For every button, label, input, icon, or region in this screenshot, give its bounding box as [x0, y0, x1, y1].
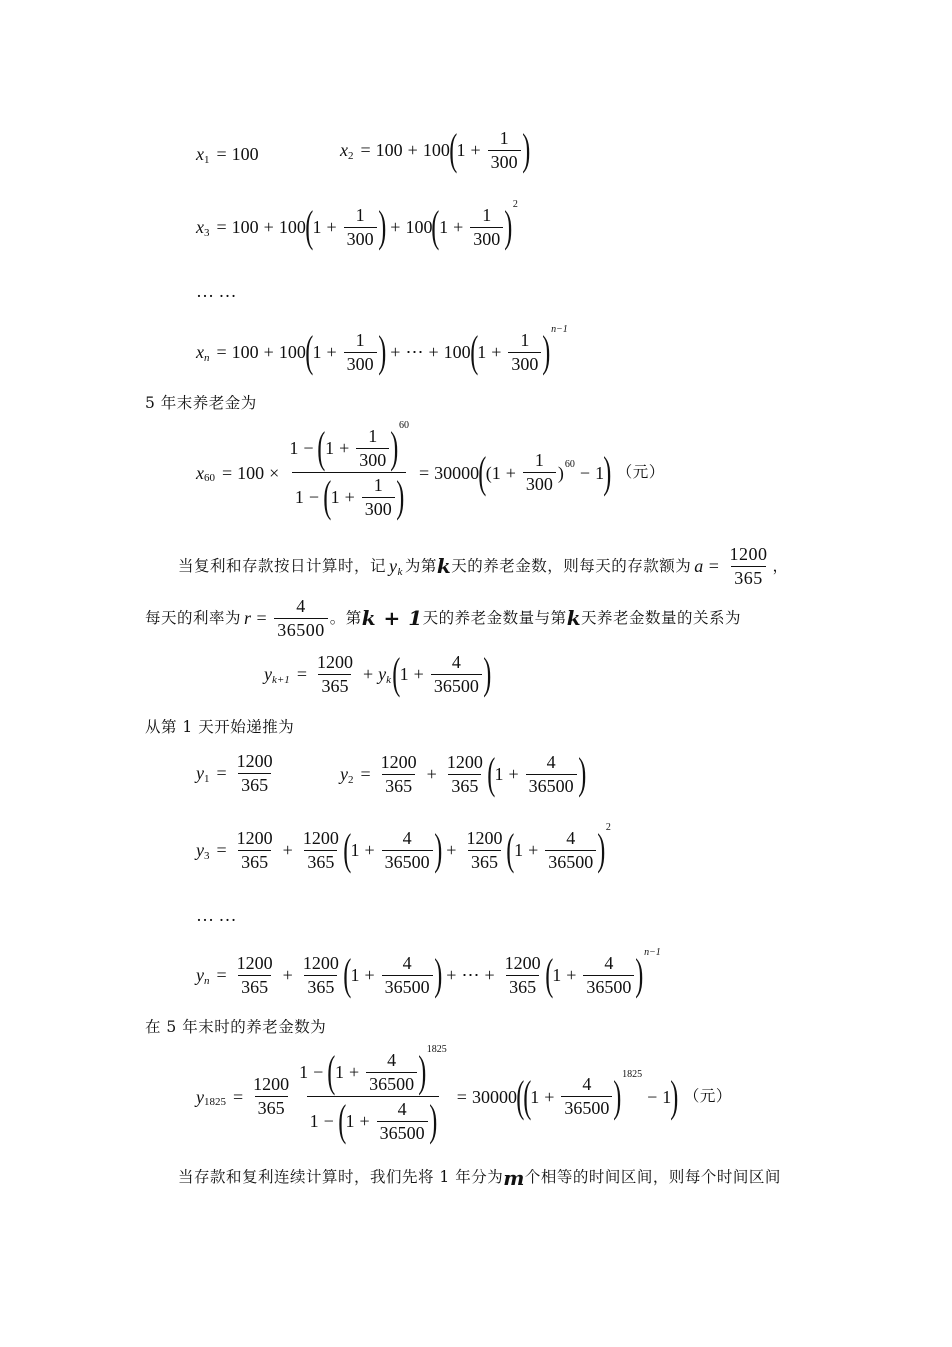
equation-y2: y 2 = $\frac{1200}{365}$ + $\frac{1200}{365}$ ( 1 + $\frac{4}{36500}$ ) — [340, 749, 586, 798]
equation-x2: x 2 = 100 + 100 ( 1 + $\frac{1}{300}$ ) — [340, 125, 530, 174]
equation-x3: x 3 = 100 + 100 ( 1 + $\frac{1}{300}$ ) + 100 ( 1 + $\frac{1}{300}$ ) 2 — [196, 199, 518, 251]
equation-y1825: y 1825 = $\frac{1200}{365}$ 1 − ( 1 + $\frac{4}{36500}$ ) 1825 1 − ( 1 + $\frac{4}{36500}$ ) = 30000 ( ( 1 + $\frac{4}{36500}$ ) 1825 − 1 ) （元） — [196, 1043, 732, 1145]
equation-x1: x 1 = 100 — [196, 144, 259, 166]
paragraph-end-of-five-years: 在 5 年末时的养老金数为 — [145, 1018, 327, 1036]
paragraph-five-year: 5 年末养老金为 — [145, 394, 257, 412]
equation-recursion: y k+1 = $\frac{1200}{365}$ + y k ( 1 + $\frac{4}{36500}$ ) — [264, 649, 492, 698]
paragraph-rate: 每天的利率为 r = $\frac{4}{36500}$ 。第 k + 1 天的养老金数量与第 k 天养老金数量的关系为 — [145, 596, 742, 640]
equation-yn: y n = $\frac{1200}{365}$ + $\frac{1200}{365}$ ( 1 + $\frac{4}{36500}$ ) + ⋯ + $\frac{1200}{365}$ ( 1 + $\frac{4}{36500}$ ) n−1 — [196, 947, 661, 999]
equation-y3: y 3 = $\frac{1200}{365}$ + $\frac{1200}{365}$ ( 1 + $\frac{4}{36500}$ ) + $\frac{1200}{365}$ ( 1 + $\frac{4}{36500}$ ) 2 — [196, 822, 611, 874]
equation-xn: x n = 100 + 100 ( 1 + $\frac{1}{300}$ ) + ⋯ + 100 ( 1 + $\frac{1}{300}$ ) n−1 — [196, 324, 568, 376]
ellipsis-1: … … — [196, 281, 237, 301]
paragraph-daily: 当复利和存款按日计算时，记 y k 为第 k 天的养老金数，则每天的存款额为 a = $\frac{1200}{365}$ ， — [178, 544, 789, 588]
equation-x60: x 60 = 100 × 1 − ( 1 + $\frac{1}{300}$ ) 60 1 − ( 1 + $\frac{1}{300}$ ) = 30000 ( ( 1 + $\frac{1}{300}$ ) 60 − 1 ) （元） — [196, 419, 665, 521]
paragraph-from-day-one: 从第 1 天开始递推为 — [145, 718, 295, 736]
equation-y1: y 1 = $\frac{1200}{365}$ — [196, 751, 273, 795]
ellipsis-2: … … — [196, 905, 237, 925]
paragraph-continuous: 当存款和复利连续计算时，我们先将 1 年分为 m 个相等的时间区间，则每个时间区间 — [178, 1166, 781, 1190]
